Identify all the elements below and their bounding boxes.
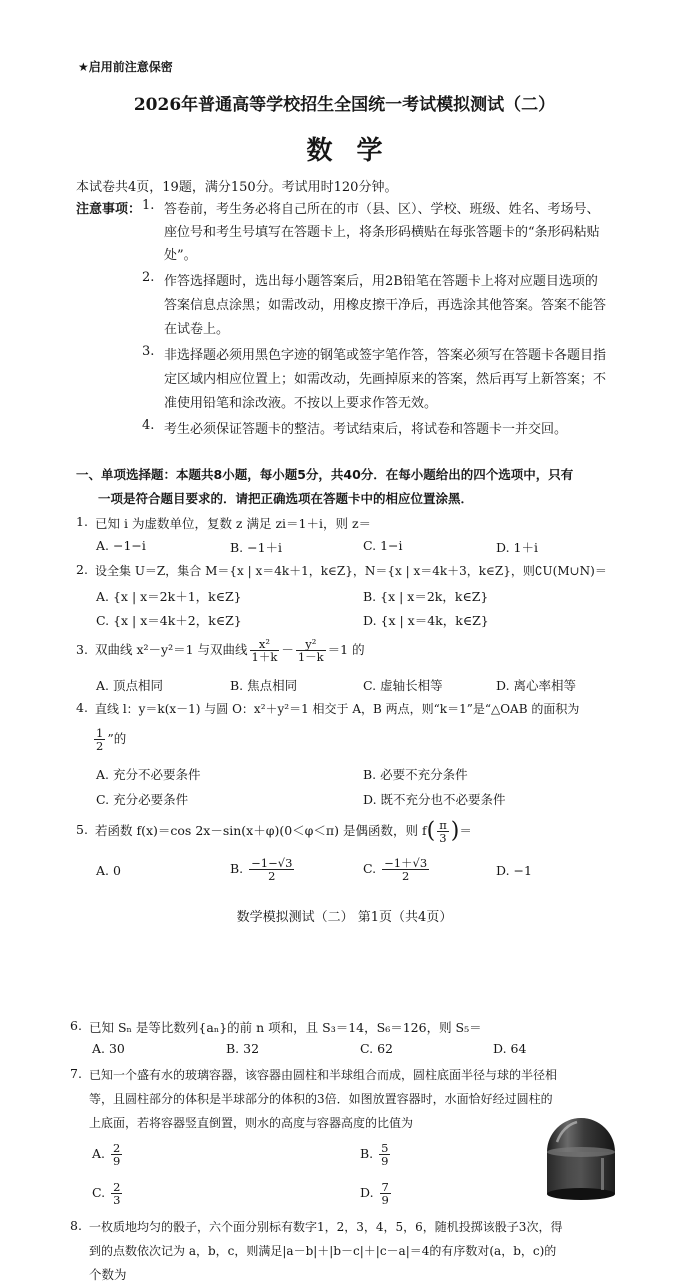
question-stem: 已知 i 为虚数单位，复数 z 满足 zi＝1＋i，则 z＝ xyxy=(95,516,372,531)
note-line: 答卷前，考生务必将自己所在的市（县、区）、学校、班级、姓名、考场号、 xyxy=(164,202,600,217)
option-a: A. −1−i xyxy=(96,538,146,553)
fraction xyxy=(111,1142,122,1167)
fraction-numerator: x² xyxy=(250,638,280,651)
note-line: 非选择题必须用黑色字迹的钢笔或签字笔作答，答案必须写在答题卡各题目指 xyxy=(164,348,607,363)
fraction-denominator: 1＋k xyxy=(251,650,278,664)
option-d: D. 离心率相等 xyxy=(496,678,577,693)
fraction-denominator: 9 xyxy=(113,1154,121,1168)
fraction-denominator: 2 xyxy=(96,739,104,753)
option-a: A. {x | x＝2k＋1，k∈Z} xyxy=(96,589,242,604)
fraction xyxy=(380,1181,391,1206)
fraction xyxy=(382,857,429,882)
option-label: B. xyxy=(230,861,244,876)
question-stem: 一枚质地均匀的骰子，六个面分别标有数字1，2，3，4，5，6，随机投掷该骰子3次，得 xyxy=(89,1220,563,1234)
option-c: C. 62 xyxy=(360,1041,393,1056)
stem-text: ＝1 的 xyxy=(327,642,365,657)
minus-sign: － xyxy=(281,642,294,657)
option-a: A. 30 xyxy=(92,1041,125,1056)
note-number: 1. xyxy=(142,198,155,213)
fraction-numerator: 7 xyxy=(381,1179,389,1194)
note-line: 准使用铅笔和涂改液。不按以上要求作答无效。 xyxy=(164,396,438,411)
option-c xyxy=(363,852,431,886)
option-b xyxy=(230,852,296,886)
page-footer: 数学模拟测试（二） 第1页（共4页） xyxy=(236,910,453,925)
page-gap xyxy=(0,935,689,1010)
fraction xyxy=(250,638,280,663)
section-heading: 一、单项选择题：本题共8小题，每小题5分，共40分．在每小题给出的四个选项中，只有 xyxy=(76,467,574,482)
option-c: C. 充分必要条件 xyxy=(96,792,189,807)
left-paren: ( xyxy=(426,818,436,844)
fraction xyxy=(379,1142,390,1167)
option-a: A. 0 xyxy=(96,863,121,878)
note-number: 3. xyxy=(142,344,155,359)
option-b: B. 32 xyxy=(226,1041,260,1056)
question-stem: 到的点数依次记为 a，b，c，则满足|a－b|＋|b－c|＋|c－a|＝4的有序数对(a，b，c)的 xyxy=(89,1244,557,1258)
fraction-denominator: 2 xyxy=(401,869,410,883)
fraction-numerator: π xyxy=(439,817,447,832)
fraction xyxy=(94,727,105,752)
option-c: C. {x | x＝4k＋2，k∈Z} xyxy=(96,613,242,628)
question-stem-continued xyxy=(94,722,126,756)
question-stem: 上底面，若将容器竖直倒置，则水的高度与容器高度的比值为 xyxy=(89,1116,414,1130)
option-c: C. 1−i xyxy=(363,538,403,553)
container-illustration xyxy=(541,1112,621,1204)
note-line: 考生必须保证答题卡的整洁。考试结束后，将试卷和答题卡一并交回。 xyxy=(164,422,568,437)
question-number: 5. xyxy=(76,822,88,837)
fraction-denominator: 2 xyxy=(268,869,276,883)
note-line: 座位号和考生号填写在答题卡上，将条形码横贴在每张答题卡的“条形码粘贴 xyxy=(164,225,600,240)
option-b: B. −1＋i xyxy=(230,540,283,555)
note-line: 在试卷上。 xyxy=(164,322,230,337)
question-stem: 设全集 U＝Z，集合 M＝{x | x＝4k＋1，k∈Z}，N＝{x | x＝4k＋3，k∈Z}，则∁U(M∪N)＝ xyxy=(95,564,607,578)
question-stem: 已知 Sₙ 是等比数列{aₙ}的前 n 项和，且 S₃＝14，S₆＝126，则 S₅＝ xyxy=(89,1020,482,1035)
question-stem: 已知一个盛有水的玻璃容器，该容器由圆柱和半球组合而成，圆柱底面半径与球的半径相 xyxy=(89,1068,558,1082)
option-b: B. {x | x＝2k，k∈Z} xyxy=(363,589,489,604)
question-stem: 等，且圆柱部分的体积是半球部分的体积的3倍．如图放置容器时，水面恰好经过圆柱的 xyxy=(89,1092,553,1106)
section-heading-continued: 一项是符合题目要求的．请把正确选项在答题卡中的相应位置涂黑． xyxy=(98,491,474,506)
fraction-numerator: y² xyxy=(296,638,326,651)
question-stem: 直线 l：y＝k(x－1) 与圆 O：x²＋y²＝1 相交于 A，B 两点，则“k＝1”是“△OAB 的面积为 xyxy=(95,702,580,716)
water-surface xyxy=(547,1147,615,1157)
question-stem: 个数为 xyxy=(89,1267,127,1282)
option-b: B. 焦点相同 xyxy=(230,678,298,693)
question-number: 1. xyxy=(76,514,88,529)
option-a: A. 充分不必要条件 xyxy=(96,767,201,782)
option-b: B. 必要不充分条件 xyxy=(363,767,468,782)
note-line: 定区域内相应位置上；如需改动，先画掉原来的答案，然后再写上新答案；不 xyxy=(164,372,607,387)
option-b xyxy=(360,1137,392,1171)
fraction-numerator: 1 xyxy=(96,725,104,740)
option-d: D. 64 xyxy=(493,1041,527,1056)
equals-sign: ＝ xyxy=(459,823,472,838)
option-c: C. 虚轴长相等 xyxy=(363,678,443,693)
fraction-numerator: −1−√3 xyxy=(251,855,293,870)
subject-title: 数学 xyxy=(306,136,407,166)
option-label: C. xyxy=(92,1185,106,1200)
option-d: D. {x | x＝4k，k∈Z} xyxy=(363,613,489,628)
fraction-denominator: 3 xyxy=(113,1193,121,1207)
option-label: A. xyxy=(92,1146,106,1161)
option-d: D. 1＋i xyxy=(496,540,538,555)
fraction xyxy=(111,1181,122,1206)
fraction xyxy=(437,819,449,844)
fraction xyxy=(249,857,294,882)
exam-title: 2026年普通高等学校招生全国统一考试模拟测试（二） xyxy=(133,95,556,115)
fraction-numerator: −1＋√3 xyxy=(384,855,428,870)
question-number: 4. xyxy=(76,700,88,715)
stem-text: 双曲线 x²－y²＝1 与双曲线 xyxy=(95,642,248,657)
question-number: 7. xyxy=(70,1066,82,1081)
fraction xyxy=(296,638,326,663)
question-number: 8. xyxy=(70,1218,82,1233)
option-a: A. 顶点相同 xyxy=(96,678,163,693)
fraction-numerator: 5 xyxy=(381,1140,389,1155)
fraction-denominator: 1－k xyxy=(297,650,324,664)
fraction-numerator: 2 xyxy=(113,1140,121,1155)
right-paren: ) xyxy=(450,818,460,844)
stem-text: 若函数 f(x)＝cos 2x－sin(x＋φ)(0＜φ＜π) 是偶函数，则 f xyxy=(95,823,427,838)
question-stem xyxy=(95,632,365,668)
option-label: B. xyxy=(360,1146,374,1161)
note-number: 2. xyxy=(142,270,155,285)
note-line: 处”。 xyxy=(164,248,197,263)
intro-text: 本试卷共4页，19题，满分150分。考试用时120分钟。 xyxy=(76,180,398,195)
option-d: D. 既不充分也不必要条件 xyxy=(363,792,506,807)
option-label: D. xyxy=(360,1185,374,1200)
notes-label: 注意事项： xyxy=(76,202,142,217)
option-d xyxy=(360,1176,393,1210)
container-base xyxy=(547,1188,615,1200)
question-number: 2. xyxy=(76,562,88,577)
option-c xyxy=(92,1176,124,1210)
option-a xyxy=(92,1137,124,1171)
fraction-denominator: 3 xyxy=(439,831,447,845)
option-label: C. xyxy=(363,861,377,876)
note-number: 4. xyxy=(142,418,155,433)
glass-container-figure xyxy=(541,1112,621,1204)
note-line: 答案信息点涂黑；如需改动，用橡皮擦干净后，再选涂其他答案。答案不能答 xyxy=(164,298,607,313)
water-fill xyxy=(547,1152,615,1194)
question-number: 3. xyxy=(76,642,88,657)
fraction-denominator: 9 xyxy=(381,1154,389,1168)
question-stem xyxy=(95,812,472,851)
fraction-numerator: 2 xyxy=(113,1179,121,1194)
question-number: 6. xyxy=(70,1018,82,1033)
stem-text: ”的 xyxy=(107,731,127,746)
confidential-mark: ★启用前注意保密 xyxy=(78,60,173,74)
note-line: 作答选择题时，选出每小题答案后，用2B铅笔在答题卡上将对应题目选项的 xyxy=(164,274,598,289)
option-d: D. −1 xyxy=(496,863,532,878)
fraction-denominator: 9 xyxy=(381,1193,389,1207)
glass-reflection xyxy=(601,1158,604,1190)
